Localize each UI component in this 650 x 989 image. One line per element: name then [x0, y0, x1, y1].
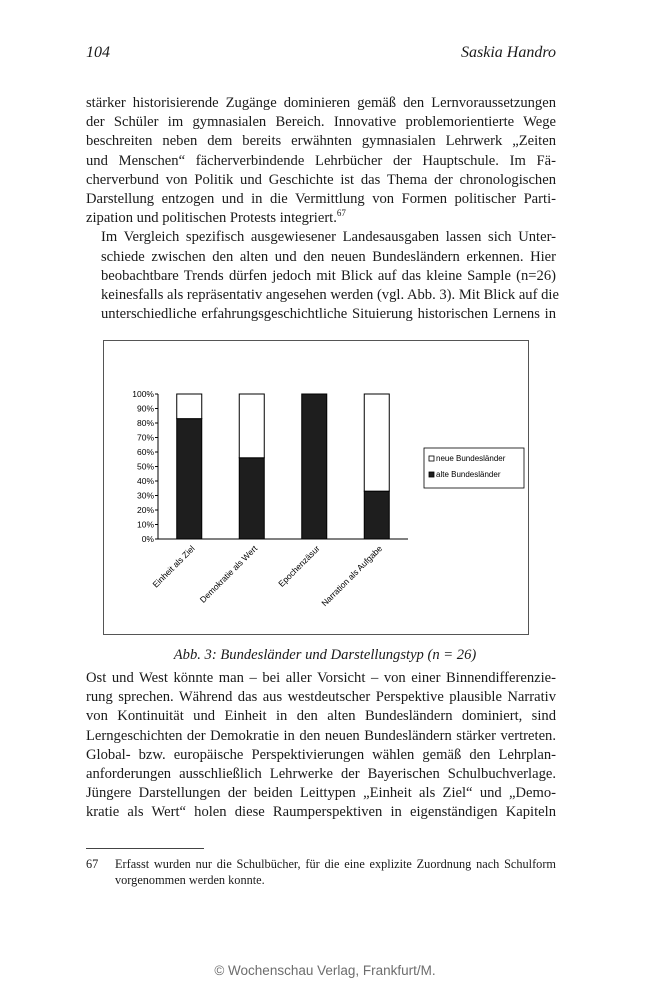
y-tick-label: 70%	[136, 432, 154, 443]
text-line: cherverbund von Politik und Geschichte ist das Thema der chronologischen	[86, 171, 556, 188]
footnote-number: 67	[86, 857, 99, 871]
text-line: anforderungen ausschließlich Lehrwerke der Bayerischen Schulbuchverlage.	[86, 766, 556, 783]
text-line: Darstellung entzogen und in die Vermittlung von Formen politischer Parti-	[86, 191, 556, 208]
paragraph-3	[86, 669, 556, 823]
page-number: 104	[86, 44, 110, 61]
footnote-text	[115, 856, 556, 888]
text-line: keinesfalls als repräsentativ angesehen werden (vgl. Abb. 3). Mit Blick auf die	[101, 287, 559, 304]
x-tick-label: Epochenzäsur	[276, 543, 322, 589]
x-tick-label: Einheit als Ziel	[150, 543, 197, 590]
y-tick-label: 30%	[136, 490, 154, 501]
text-line: rung sprechen. Während das aus westdeutscher Perspektive plausible Narrativ	[86, 689, 556, 706]
bar-segment	[177, 419, 202, 539]
y-tick-label: 10%	[136, 519, 154, 530]
y-tick-label: 20%	[136, 505, 154, 515]
y-tick-label: 80%	[136, 418, 154, 428]
text-line: und Menschen“ fächerverbindende Lehrbücher der Hauptschule. Im Fä-	[86, 152, 556, 169]
figure-caption: Abb. 3: Bundesländer und Darstellungstyp (n = 26)	[173, 647, 477, 663]
y-tick-label: 0%	[141, 534, 154, 544]
paragraph-2	[86, 228, 559, 324]
x-tick-label: Narration als Aufgabe	[319, 543, 385, 609]
text-line: stärker historisierende Zugänge dominieren gemäß den Lernvoraussetzungen	[86, 95, 556, 111]
text-line: beschreiten neben dem bereits erwähnten gymnasialen Lehrwerk „Zeiten	[86, 133, 556, 150]
legend-label: neue Bundesländer	[436, 454, 506, 463]
y-tick-label: 40%	[136, 476, 154, 486]
footnote-line: vorgenommen werden konnte.	[115, 873, 265, 887]
text-line: Ost und West könnte man – bei aller Vorsicht – von einer Binnendifferenzie-	[86, 670, 556, 686]
bar-segment	[177, 394, 202, 419]
paragraph-1	[86, 94, 556, 228]
text-line: der Schüler im gymnasialen Bereich. Innovative problemorientierte Wege	[86, 114, 556, 131]
text-line: Im Vergleich spezifisch ausgewiesener Landesausgaben lassen sich Unter-	[101, 229, 556, 246]
y-tick-label: 100%	[132, 389, 154, 399]
bar-segment	[239, 394, 264, 458]
footnote-divider	[86, 848, 204, 849]
text-line	[86, 209, 556, 228]
footnote-line: Erfasst wurden nur die Schulbücher, für die eine explizite Zuordnung nach Schulform	[115, 857, 556, 871]
copyright-notice: © Wochenschau Verlag, Frankfurt/M.	[214, 963, 436, 978]
figure-chart	[103, 340, 529, 635]
x-tick-label: Demokratie als Wert	[197, 543, 260, 605]
footnote-reference[interactable]: 67	[336, 208, 346, 219]
text-line: unterschiedliche erfahrungsgeschichtliche Situierung historischen Lernens in	[101, 306, 556, 323]
y-tick-label: 90%	[136, 403, 154, 414]
text-line: Lerngeschichten der Demokratie in den neuen Bundesländern stärker vertreten.	[86, 727, 556, 744]
text-line: kratie als Wert“ holen diese Raumperspektiven in eigenständigen Kapiteln	[86, 804, 556, 821]
bar-segment	[364, 394, 389, 491]
legend-swatch	[429, 472, 434, 477]
body-text-top	[86, 94, 559, 324]
stacked-bar-chart	[104, 341, 530, 636]
body-text-bottom	[86, 669, 556, 823]
y-tick-label: 50%	[136, 461, 154, 472]
legend-label: alte Bundesländer	[436, 470, 501, 479]
bar-segment	[364, 491, 389, 539]
text-line: von Kontinuität und Einheit in den alten Bundesländern dominiert, sind	[86, 708, 556, 725]
running-head-author: Saskia Handro	[461, 44, 556, 61]
y-tick-label: 60%	[136, 447, 154, 457]
text-line: Jüngere Darstellungen der beiden Leittypen „Einheit als Ziel“ und „Demo-	[86, 785, 556, 802]
text-line: beobachtbare Trends dürfen jedoch mit Blick auf das kleine Sample (n=26)	[101, 267, 556, 284]
bar-segment	[302, 394, 327, 539]
text-line: Global- bzw. europäische Perspektivierungen wählen gemäß den Lehrplan-	[86, 746, 556, 763]
text-line-content: zipation und politischen Protests integriert.	[86, 210, 337, 227]
bar-segment	[239, 458, 264, 539]
text-line: schiede zwischen den alten und den neuen Bundesländern erkennen. Hier	[101, 248, 556, 265]
legend-swatch	[429, 456, 434, 461]
